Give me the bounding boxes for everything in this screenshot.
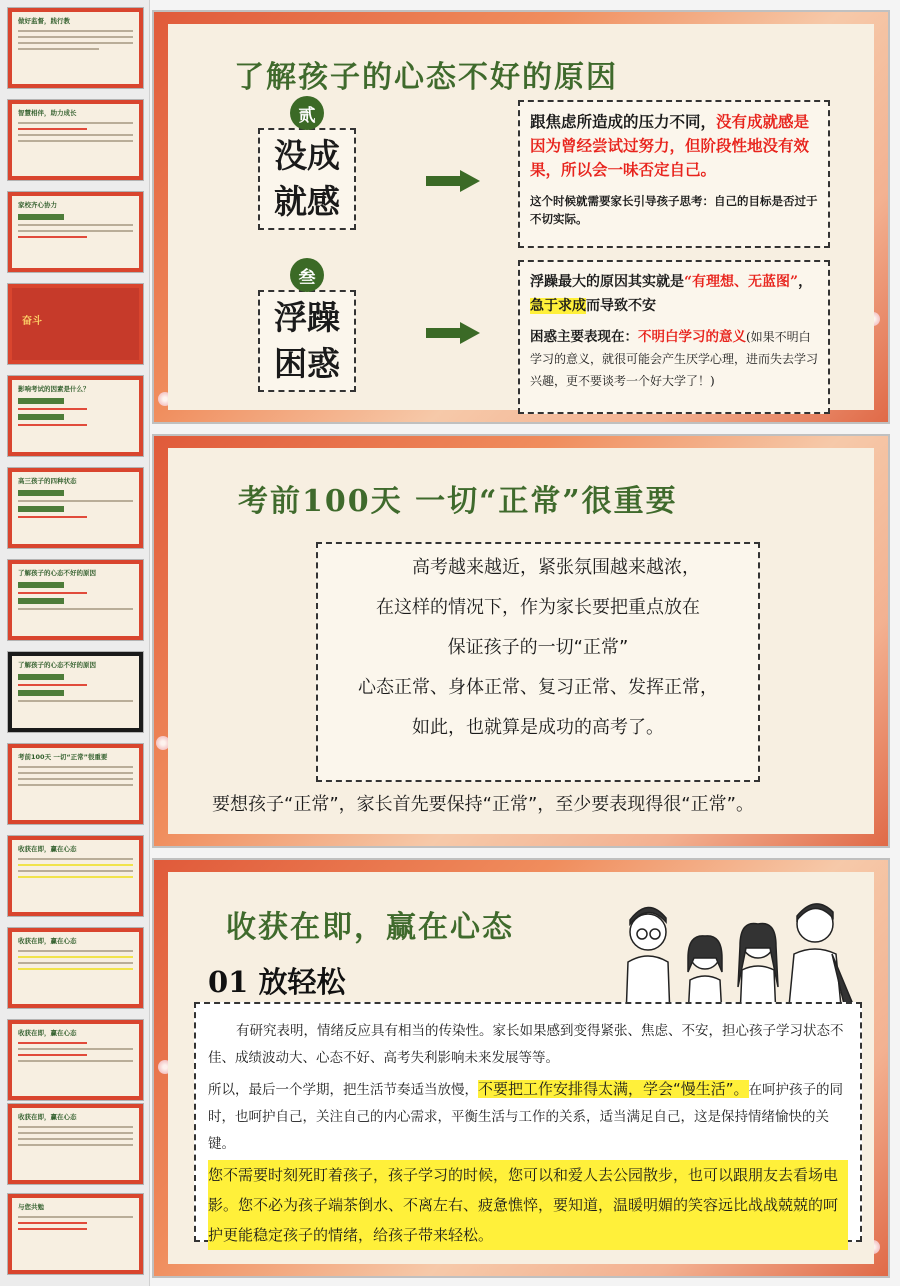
no-achievement-label-box bbox=[258, 128, 356, 230]
desc-text: 这个时候就需要家长引导孩子思考：自己的目标是否过于不切实际。 bbox=[530, 194, 818, 226]
desc-text: 而导致不安 bbox=[586, 298, 656, 314]
thumbnail-title: 收获在即，赢在心态 bbox=[18, 1029, 77, 1037]
slide-title: 考前100天 一切“正常”很重要 bbox=[238, 484, 678, 519]
thumbnail-title: 了解孩子的心态不好的原因 bbox=[18, 661, 96, 669]
slide-thumbnail-3[interactable] bbox=[8, 192, 143, 272]
impetuous-confused-description bbox=[518, 260, 830, 414]
desc-highlight-red: 不明白学习的意义 bbox=[638, 329, 746, 345]
slide-canvas bbox=[168, 872, 874, 1264]
thumbnail-title: 收获在即，赢在心态 bbox=[18, 937, 77, 945]
slide-relax bbox=[152, 858, 890, 1278]
desc-highlight-red: 没有成就感是因为曾经尝试过努力，但阶段性地没有效果，所以会一味否定自己。 bbox=[530, 112, 810, 179]
label-line: 困惑 bbox=[274, 344, 340, 383]
slide-thumbnail-5[interactable] bbox=[8, 376, 143, 456]
advice-highlight-yellow: 不要把工作安排得太满，学会“慢生活”。 bbox=[478, 1080, 749, 1098]
relax-advice-box bbox=[194, 1002, 862, 1242]
desc-text: 浮躁最大的原因其实就是 bbox=[530, 274, 684, 290]
thumbnail-title: 考前100天 一切“正常”很重要 bbox=[18, 753, 108, 761]
slide-canvas bbox=[168, 24, 874, 410]
label-line: 就感 bbox=[274, 182, 340, 221]
statement-line: 高考越来越近，紧张氛围越来越浓， bbox=[412, 557, 700, 578]
label-line: 没成 bbox=[274, 136, 340, 175]
right-arrow-icon bbox=[426, 170, 480, 192]
slide-thumbnail-7[interactable] bbox=[8, 560, 143, 640]
badge-three: 叁 bbox=[290, 258, 324, 292]
thumbnail-title: 智慧相伴，助力成长 bbox=[18, 109, 77, 117]
advice-text: 所以，最后一个学期，把生活节奏适当放慢， bbox=[208, 1082, 478, 1098]
slide-thumbnail-13[interactable] bbox=[8, 1104, 143, 1184]
thumbnail-title: 影响考试的因素是什么？ bbox=[18, 385, 90, 393]
desc-highlight-red: “有理想、无蓝图” bbox=[684, 274, 799, 290]
slide-normal-before-exam bbox=[152, 434, 890, 848]
statement-line: 如此，也就算是成功的高考了。 bbox=[412, 717, 664, 738]
slide-thumbnail-11[interactable] bbox=[8, 928, 143, 1008]
badge-two: 贰 bbox=[290, 96, 324, 130]
statement-line: 心态正常、身体正常、复习正常、发挥正常， bbox=[358, 677, 718, 698]
section-subtitle: 01 放轻松 bbox=[208, 960, 345, 1007]
desc-text: 跟焦虑所造成的压力不同， bbox=[530, 112, 717, 131]
slide-causes-of-bad-mindset bbox=[152, 10, 890, 424]
slide-title: 了解孩子的心态不好的原因 bbox=[234, 60, 618, 95]
thumbnail-title: 与您共勉 bbox=[18, 1203, 44, 1211]
thumbnail-title: 家校齐心协力 bbox=[18, 201, 57, 209]
desc-text: 困惑主要表现在： bbox=[530, 329, 638, 345]
slide-title: 收获在即，赢在心态 bbox=[226, 910, 514, 945]
thumbnail-title: 收获在即，赢在心态 bbox=[18, 845, 77, 853]
normal-statement-box bbox=[316, 542, 760, 782]
desc-text: (如果不明白学习的意义，就很可能会产生厌学心理，进而失去学习兴趣，更不要谈考一个好大学了！) bbox=[530, 330, 819, 388]
thumbnail-title: 了解孩子的心态不好的原因 bbox=[18, 569, 96, 577]
thumbnail-title: 收获在即，赢在心态 bbox=[18, 1113, 77, 1121]
desc-highlight-yellow: 急于求成 bbox=[530, 298, 586, 314]
advice-text: 在呵护孩子的同时，也呵护自己，关注自己的内心需求，平衡生活与工作的关系，适当满足自己，这是保持情绪愉快的关键。 bbox=[208, 1082, 844, 1152]
thumbnail-title: 做好监督，践行教 bbox=[18, 17, 70, 25]
impetuous-confused-label-box bbox=[258, 290, 356, 392]
advice-highlight-paragraph: 您不需要时刻死盯着孩子，孩子学习的时候，您可以和爱人去公园散步，也可以跟朋友去看场电影。您不必为孩子端茶倒水、不离左右、疲惫憔悴，要知道，温暖明媚的笑容远比战战兢兢的呵护更能稳定孩子的情绪，给孩子带来轻松。 bbox=[208, 1160, 848, 1250]
no-achievement-description bbox=[518, 100, 830, 248]
thumbnail-title: 奋斗 bbox=[22, 316, 42, 327]
slide-thumbnail-8-selected[interactable] bbox=[8, 652, 143, 732]
statement-line: 保证孩子的一切“正常” bbox=[447, 637, 629, 658]
right-arrow-icon bbox=[426, 322, 480, 344]
slide-thumbnail-1[interactable] bbox=[8, 8, 143, 88]
thumbnail-title: 高三孩子的四种状态 bbox=[18, 477, 77, 485]
slide-canvas bbox=[168, 448, 874, 834]
slide-thumbnail-6[interactable] bbox=[8, 468, 143, 548]
label-line: 浮躁 bbox=[274, 298, 340, 337]
slide-thumbnail-10[interactable] bbox=[8, 836, 143, 916]
slide-thumbnail-14[interactable] bbox=[8, 1194, 143, 1274]
slide-thumbnail-12[interactable] bbox=[8, 1020, 143, 1100]
statement-line: 在这样的情况下，作为家长要把重点放在 bbox=[376, 597, 700, 618]
slide-thumbnail-9[interactable] bbox=[8, 744, 143, 824]
advice-paragraph: 有研究表明，情绪反应具有相当的传染性。家长如果感到变得紧张、焦虑、不安，担心孩子学习状态不佳、成绩波动大、心态不好、高考失利影响未来发展等等。 bbox=[208, 1023, 844, 1066]
slide-thumbnail-2[interactable] bbox=[8, 100, 143, 180]
slide-thumbnail-4[interactable] bbox=[8, 284, 143, 364]
footer-statement: 要想孩子“正常”，家长首先要保持“正常”，至少要表现得很“正常”。 bbox=[212, 794, 754, 815]
desc-text: ， bbox=[798, 274, 813, 290]
slide-thumbnail-panel[interactable] bbox=[0, 0, 150, 1286]
